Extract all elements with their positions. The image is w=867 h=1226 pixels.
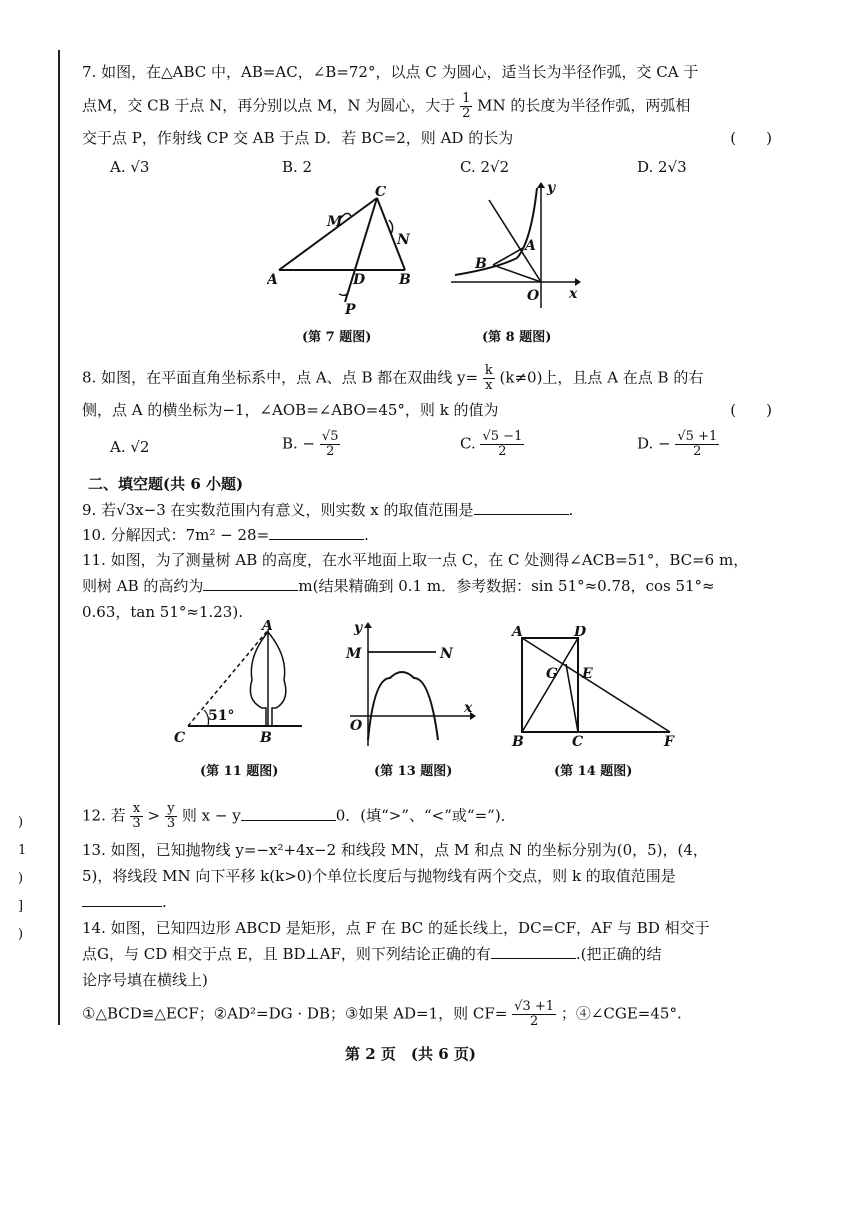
fig13-label-n: N xyxy=(440,646,453,662)
q12-greater-sign: > xyxy=(147,806,161,825)
figure-8-hyperbola xyxy=(447,180,582,310)
q7-option-a: A. √3 xyxy=(110,158,150,176)
q11-line1: 11. 如图，为了测量树 AB 的高度，在水平地面上取一点 C，在 C 处测得∠ACB=51°，BC=6 m， xyxy=(82,551,749,569)
q11-line2-a: 则树 AB 的高约为 xyxy=(82,577,204,595)
q11-answer-blank[interactable] xyxy=(203,576,298,591)
fig11-label-b: B xyxy=(260,730,272,746)
margin-mark: ) xyxy=(18,815,24,830)
margin-mark: ) xyxy=(18,927,24,942)
q13-answer-blank[interactable] xyxy=(82,892,162,907)
q14-answer-blank[interactable] xyxy=(491,944,576,959)
q7-line3-text: 交于点 P，作射线 CP 交 AB 于点 D．若 BC=2，则 AD 的长为 xyxy=(82,129,514,147)
q7-option-b: B. 2 xyxy=(282,158,313,176)
q7-line1: 7. 如图，在△ABC 中，AB=AC，∠B=72°，以点 C 为圆心，适当长为半径作弧，交 CA 于 xyxy=(82,63,699,81)
fig8-label-y: y xyxy=(547,180,556,196)
margin-mark: ) xyxy=(18,871,24,886)
option-prefix: B. − xyxy=(282,434,316,453)
q7-line2-b: MN 的长度为半径作弧，两弧相 xyxy=(477,96,691,115)
q9-text: 9. 若√3x−3 在实数范围内有意义，则实数 x 的取值范围是 xyxy=(82,501,474,519)
q8-line1 xyxy=(82,364,703,393)
figure-7-triangle xyxy=(267,186,417,316)
fig14-label-b: B xyxy=(512,734,524,750)
fig13-label-o: O xyxy=(350,718,363,734)
frac-num: √5 −1 xyxy=(482,429,523,444)
q14-line2 xyxy=(82,944,662,964)
q12-prefix: 12. 若 xyxy=(82,806,126,825)
fig7-caption: (第 7 题图) xyxy=(302,330,372,345)
fig7-label-b: B xyxy=(399,272,411,288)
fig7-label-n: N xyxy=(397,232,410,248)
q12-fraction-x xyxy=(130,802,142,831)
fig11-label-c: C xyxy=(174,730,186,746)
fig14-caption: (第 14 题图) xyxy=(554,764,633,779)
frac-den: 2 xyxy=(462,106,471,121)
fig8-label-a: A xyxy=(525,238,536,254)
frac-num: 1 xyxy=(462,91,471,106)
frac-num: √5 +1 xyxy=(677,429,718,444)
q13-line3: . xyxy=(82,892,167,912)
q8-line2-text: 侧，点 A 的横坐标为−1，∠AOB=∠ABO=45°，则 k 的值为 xyxy=(82,401,499,419)
fig13-label-y: y xyxy=(354,620,363,636)
fig14-label-c: C xyxy=(572,734,584,750)
q8-option-a: A. √2 xyxy=(110,438,150,456)
q8-option-d xyxy=(637,430,719,459)
fig7-label-m: M xyxy=(327,214,343,230)
fig13-caption: (第 13 题图) xyxy=(374,764,453,779)
frac-num: k xyxy=(484,363,493,378)
q10-answer-blank[interactable] xyxy=(269,525,364,540)
binding-margin-marks xyxy=(18,815,48,955)
frac-den: 3 xyxy=(166,816,176,831)
fig8-label-o: O xyxy=(527,288,540,304)
page-footer: 第 2 页 (共 6 页) xyxy=(345,1045,476,1063)
q7-line2-a: 点M，交 CB 于点 N，再分别以点 M，N 为圆心，大于 xyxy=(82,96,456,115)
q12-text: 则 x − y xyxy=(181,806,241,825)
q7-line2 xyxy=(82,92,690,121)
q14-line1: 14. 如图，已知四边形 ABCD 是矩形，点 F 在 BC 的延长线上，DC=CF，AF 与 BD 相交于 xyxy=(82,919,710,937)
option-prefix: D. − xyxy=(637,434,671,453)
q8-line2 xyxy=(82,400,772,420)
binding-margin-line xyxy=(58,50,60,1025)
q14-line2-a: 点G，与 CD 相交于点 E，且 BD⊥AF，则下列结论正确的有 xyxy=(82,945,491,963)
fig14-label-d: D xyxy=(574,626,587,640)
q10-period: . xyxy=(364,526,369,544)
figure-14-rectangle xyxy=(510,626,680,750)
q8-line1-a: 8. 如图，在平面直角坐标系中，点 A、点 B 都在双曲线 y= xyxy=(82,368,479,387)
q12-fraction-y xyxy=(165,802,177,831)
frac-den: 2 xyxy=(326,444,335,459)
frac-den: 2 xyxy=(693,444,702,459)
fig11-caption: (第 11 题图) xyxy=(200,764,279,779)
q14-line4-a: ①△BCD≌△ECF；②AD²=DG · DB；③如果 AD=1，则 CF= xyxy=(82,1004,508,1023)
figure-13-parabola xyxy=(340,618,480,748)
q8-line1-b: (k≠0)上，且点 A 在点 B 的右 xyxy=(499,368,704,387)
q9-line xyxy=(82,500,573,520)
frac-den: 2 xyxy=(498,444,507,459)
fig8-label-b: B xyxy=(475,256,487,272)
fig14-label-f: F xyxy=(664,734,674,750)
q8-fraction xyxy=(483,364,495,393)
fig7-label-p: P xyxy=(345,302,356,316)
margin-mark: ] xyxy=(18,899,24,914)
fig8-label-x: x xyxy=(569,286,578,302)
fig7-label-d: D xyxy=(353,272,366,288)
figure-11-tree xyxy=(172,620,322,750)
q7-fraction xyxy=(460,92,472,121)
option-fraction xyxy=(320,430,341,459)
fig14-label-a: A xyxy=(512,626,523,640)
q14-line4-b: ；④∠CGE=45°. xyxy=(560,1004,682,1023)
frac-num: y xyxy=(165,802,177,817)
fig7-label-a: A xyxy=(267,272,278,288)
section-heading: 二、填空题(共 6 小题) xyxy=(88,475,244,493)
fig7-label-c: C xyxy=(375,186,387,200)
fig14-label-g: G xyxy=(546,666,558,682)
q12-suffix: 0．(填“>”、“<”或“=”)． xyxy=(335,806,516,825)
q12-line xyxy=(82,802,516,831)
q10-text: 10. 分解因式：7m² − 28= xyxy=(82,526,270,544)
frac-den: 3 xyxy=(132,816,141,831)
fig11-label-angle: 51° xyxy=(208,708,235,724)
fig8-caption: (第 8 题图) xyxy=(482,330,552,345)
q7-line3 xyxy=(82,128,772,148)
q14-line3: 论序号填在横线上) xyxy=(82,971,208,989)
frac-num: √3 +1 xyxy=(514,999,555,1014)
q14-fraction xyxy=(512,1000,556,1029)
q11-line2-b: m(结果精确到 0.1 m．参考数据：sin 51°≈0.78，cos 51°≈ xyxy=(298,577,715,595)
q8-answer-paren: ( ) xyxy=(730,401,772,419)
q9-answer-blank[interactable] xyxy=(474,500,569,515)
frac-den: 2 xyxy=(529,1014,539,1029)
q14-line4 xyxy=(82,1000,682,1029)
frac-num: √5 xyxy=(321,429,339,444)
q7-answer-paren: ( ) xyxy=(730,129,772,147)
option-fraction xyxy=(480,430,524,459)
frac-num: x xyxy=(130,802,142,817)
fig13-label-m: M xyxy=(346,646,362,662)
option-prefix: C. xyxy=(460,434,481,453)
q8-option-c xyxy=(460,430,524,459)
q13-line1: 13. 如图，已知抛物线 y=−x²+4x−2 和线段 MN，点 M 和点 N 的坐标分别为(0，5)，(4， xyxy=(82,841,708,859)
q13-line2: 5)，将线段 MN 向下平移 k(k>0)个单位长度后与抛物线有两个交点，则 k 的取值范围是 xyxy=(82,867,676,885)
q11-line3: 0.63，tan 51°≈1.23). xyxy=(82,603,243,621)
q11-line2 xyxy=(82,576,715,596)
margin-mark: 1 xyxy=(18,843,27,858)
q7-option-d: D. 2√3 xyxy=(637,158,687,176)
option-fraction xyxy=(675,430,719,459)
fig13-label-x: x xyxy=(464,700,473,716)
q10-line xyxy=(82,525,369,545)
fig14-label-e: E xyxy=(582,666,593,682)
q12-answer-blank[interactable] xyxy=(241,806,336,821)
frac-den: x xyxy=(485,378,493,393)
q9-period: . xyxy=(568,501,574,519)
q7-option-c: C. 2√2 xyxy=(460,158,510,176)
q14-line2-b: .(把正确的结 xyxy=(575,945,662,963)
q8-option-b xyxy=(282,430,340,459)
fig11-label-a: A xyxy=(262,620,273,634)
